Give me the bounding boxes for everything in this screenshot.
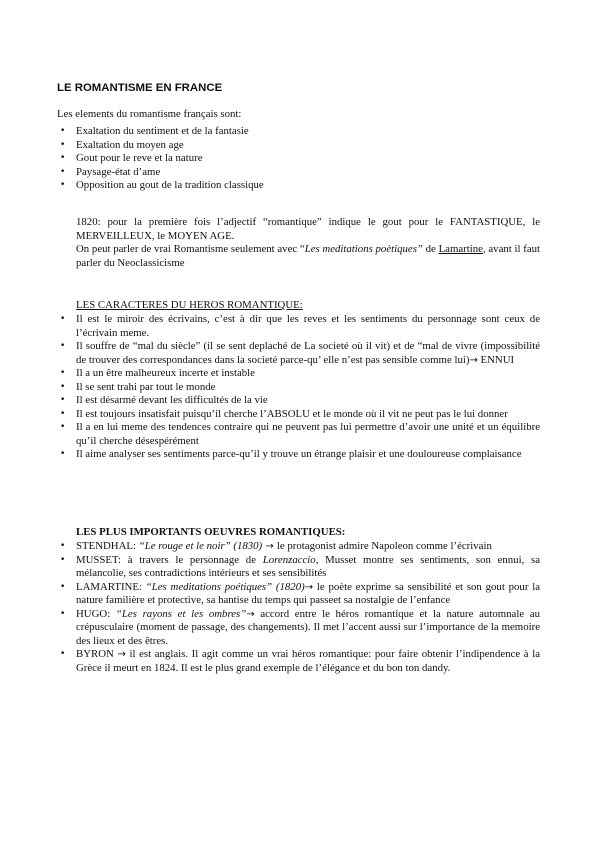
work-title: “Le rouge et le noir” (1830) <box>138 540 263 552</box>
text-span: le poète exprime sa sensibilité et son gout pour la nature familière et protective, sa hantise du temps qui passeet sa nostalgie de l’enfance <box>76 580 541 606</box>
arrow-icon: → <box>117 649 126 660</box>
list-item <box>57 554 540 581</box>
author-name: HUGO: <box>76 607 116 620</box>
intro-line: Les elements du romantisme français sont: <box>57 108 242 120</box>
list-item: • Il est désarmé devant les difficultés de la vie <box>57 394 540 408</box>
list-item: • Opposition au gout de la tradition classique <box>57 179 540 193</box>
text-span: On peut parler de vrai Romantisme seulement avec “ <box>76 243 305 255</box>
list-item: • Il est toujours insatisfait puisqu’il cherche l’ABSOLU et le monde où il vit ne peut pas le lui donner <box>57 408 540 422</box>
text-span: de <box>422 243 439 255</box>
text-span: Il souffre de “mal du siècle” (il se sent deplaché de La societé où il vit) et de “mal de vivre (impossibilité de trouver des correspondances dans la societé parce-qu’ elle n’est pas sensible comme lui) <box>76 340 540 366</box>
list-item <box>57 648 540 675</box>
paragraph-1820: 1820: pour la première fois l’adjectif “romantique” indique le gout pour le FANTASTIQUE, le MERVEILLEUX, le MOYEN AGE. <box>76 216 540 242</box>
work-title: Lorenzaccio <box>262 553 316 566</box>
list-item: • Il aime analyser ses sentiments parce-qu’il y trouve un étrange plaisir et une douloureuse complaisance <box>57 448 540 462</box>
paragraph-meditations <box>76 243 540 270</box>
text-span: , Musset montre ses sentiments, son ennui, sa mélancolie, ses contradictions intérieurs et ses sensibilités <box>76 553 540 579</box>
arrow-icon: → <box>304 581 314 593</box>
list-item <box>57 540 540 554</box>
work-title: Les meditations poètiques” <box>304 243 423 255</box>
text-span: MUSSET: à travers le personnage de <box>76 553 263 566</box>
arrow-icon: → <box>469 354 478 366</box>
author-name: Lamartine <box>438 243 483 255</box>
text-span: il est anglais. Il agit comme un vrai héros romantique: pour faire obtenir l’indipendence à la Grèce il meurt en 1824. Il est le plus grand exemple de l’élégance et du bon ton dandy. <box>76 648 540 674</box>
author-name: BYRON <box>76 648 118 660</box>
oeuvres-heading: LES PLUS IMPORTANTS OEUVRES ROMANTIQUES: <box>76 526 346 538</box>
author-name: STENDHAL: <box>76 540 139 552</box>
arrow-icon: → <box>246 608 255 620</box>
work-title: “Les rayons et les ombres” <box>115 607 247 620</box>
arrow-icon: → <box>262 541 277 552</box>
work-title: “Les meditations poétiques” (1820) <box>145 580 305 593</box>
list-item: • Exaltation du moyen age <box>57 139 540 153</box>
list-item: • Il se sent trahi par tout le monde <box>57 381 540 395</box>
author-name: LAMARTINE: <box>76 580 146 593</box>
paragraph-block <box>76 216 540 270</box>
list-item: • Paysage-état d’ame <box>57 166 540 180</box>
text-span: accord entre le héros romantique et la nature automnale au crépusculaire (moment de passage, des changements). Il met l’accent aussi sur l’importance de la memoire des lieux et des êtres. <box>76 607 540 647</box>
list-item <box>57 340 540 367</box>
heros-list <box>57 313 540 462</box>
heros-heading: LES CARACTERES DU HEROS ROMANTIQUE: <box>76 299 303 311</box>
text-span: le protagonist admire Napoleon comme l’écrivain <box>276 540 492 552</box>
text-span: , avant il faut parler du Neoclassicisme <box>76 243 541 269</box>
text-span: ENNUI <box>477 353 515 366</box>
oeuvres-list <box>57 540 540 675</box>
list-item <box>57 608 540 649</box>
list-item: • Gout pour le reve et la nature <box>57 152 540 166</box>
list-item <box>57 581 540 608</box>
list-item: • Il a un être malheureux incerte et instable <box>57 367 540 381</box>
list-item: • Exaltation du sentiment et de la fantasie <box>57 125 540 139</box>
elements-list <box>57 125 540 193</box>
list-item: • Il est le miroir des écrivains, c’est à dir que les reves et les sentiments du personnage sont ceux de l’écrivain meme. <box>57 313 540 340</box>
document-title: LE ROMANTISME EN FRANCE <box>57 82 223 94</box>
list-item: • Il a en lui meme des tendences contraire qui ne peuvent pas lui permettre d’avoir une unité et un équilibre qu’il cherche désespérément <box>57 421 540 448</box>
